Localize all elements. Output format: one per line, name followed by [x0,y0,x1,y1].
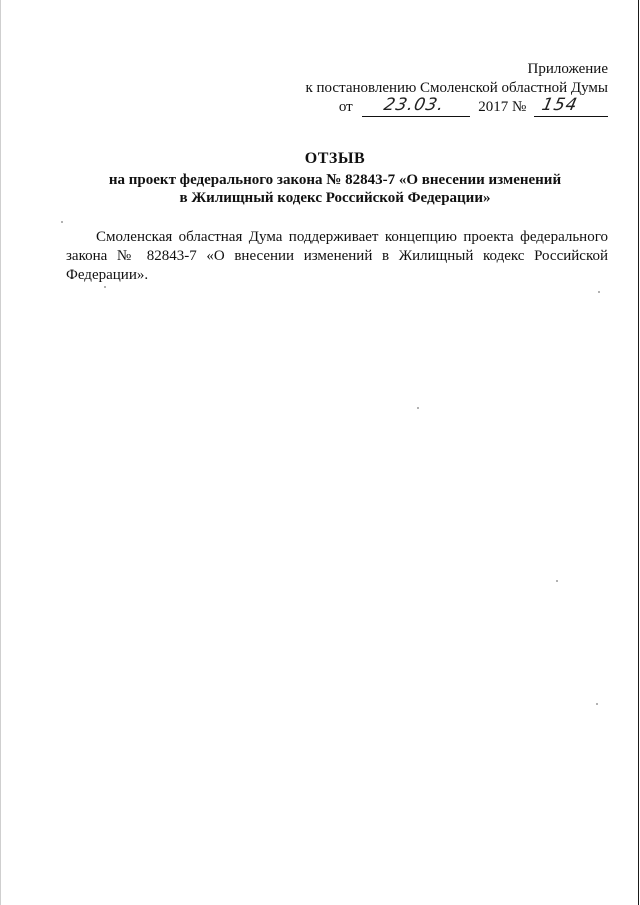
year-and-number-label: 2017 № [478,99,527,115]
title-block [0,150,640,207]
scan-speck [104,286,106,288]
annex-label: Приложение [527,61,608,77]
date-blank [362,95,470,117]
document-subtitle-line-2: в Жилищный кодекс Российской Федерации» [179,190,491,206]
scan-speck [556,580,558,582]
handwritten-number: 154 [539,95,580,115]
date-prefix: от [338,99,353,115]
scan-speck [61,221,63,223]
document-title: ОТЗЫВ [304,150,366,167]
annex-header [305,60,608,117]
handwritten-date: 23.03. [382,95,447,115]
body-paragraph: Смоленская областная Дума поддерживает концепцию проекта федерального закона № 82843-7 «О внесении изменений в Жилищный кодекс Российской Федерации». [66,229,608,283]
scan-speck [417,407,419,409]
annex-resolution-reference: к постановлению Смоленской областной Думы [305,80,608,96]
scan-speck [596,703,598,705]
scan-speck [598,291,600,293]
number-blank [534,95,608,117]
annex-date-line [305,95,608,117]
scan-edge-right [638,0,639,905]
document-subtitle-line-1: на проект федерального закона № 82843-7 «О внесении изменений [108,172,562,188]
scan-edge-left [0,0,1,905]
